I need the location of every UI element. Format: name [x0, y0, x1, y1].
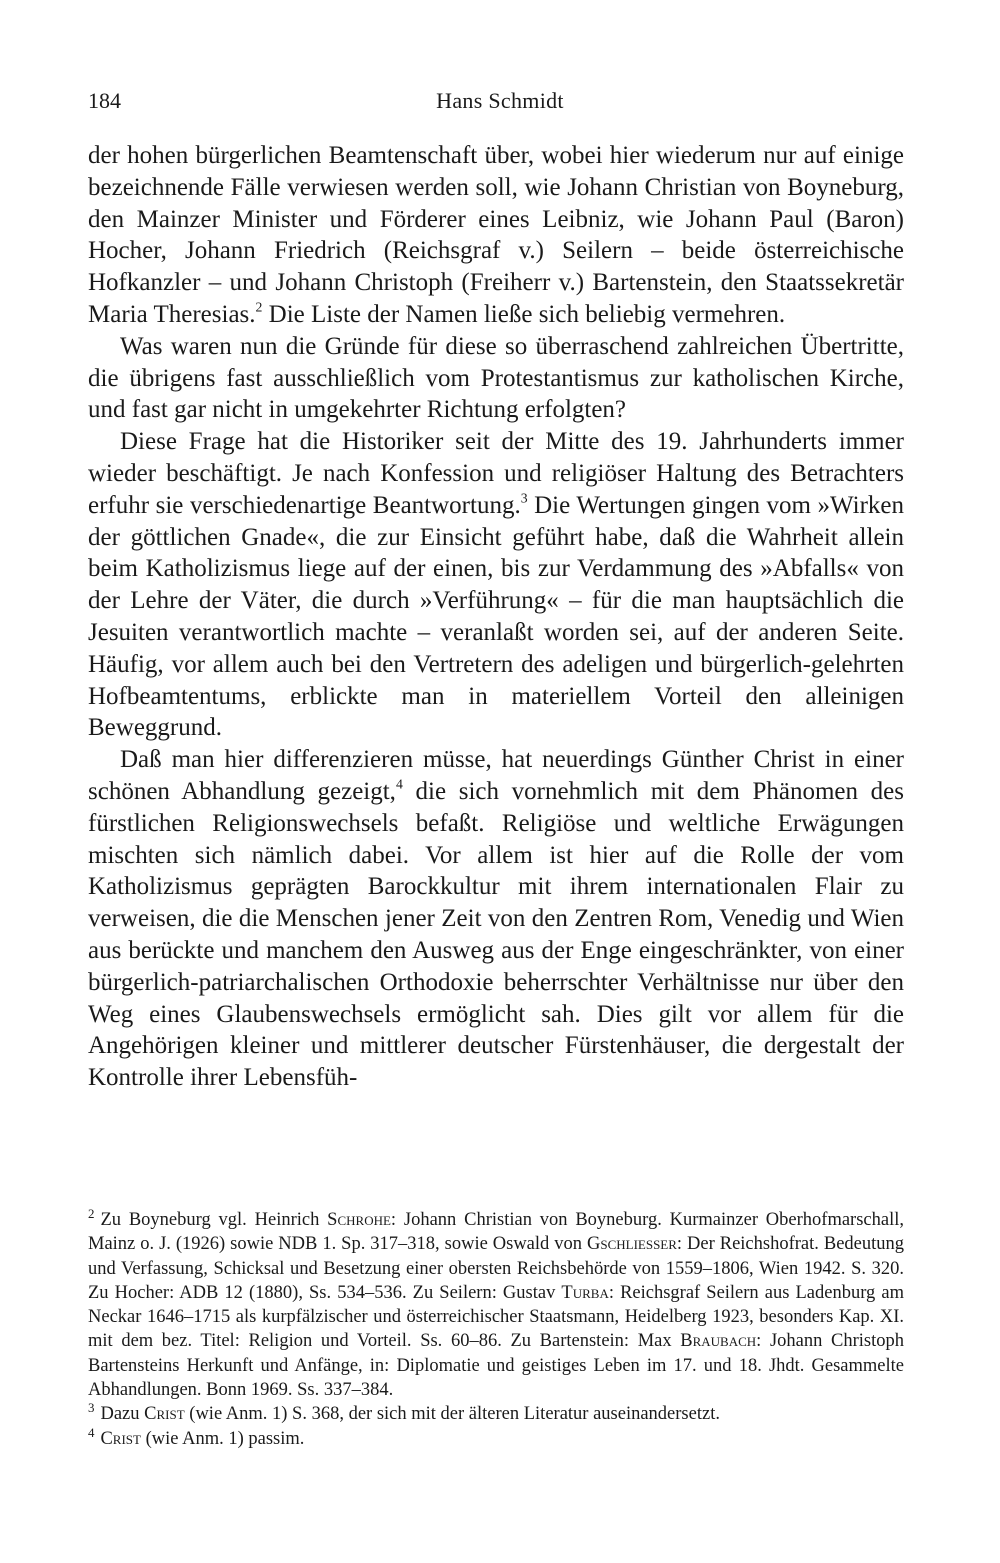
footnote-4-text-1: (wie Anm. 1) passim.: [140, 1428, 305, 1449]
paragraph-4: [88, 744, 904, 1094]
author-turba: Turba: [561, 1282, 609, 1303]
paragraph-3-text-a: Diese Frage hat die Historiker seit der Mitte des 19. Jahrhunderts immer wieder beschäftigt. Je nach Konfession und religiöser Haltung des Betrachters erfuhr sie verschiedenartige Beantwortung.: [88, 428, 904, 519]
paragraph-1-text-b: Die Liste der Namen ließe sich beliebig vermehren.: [262, 300, 786, 328]
footnote-2-text-5: : Johann Christoph Bartensteins Herkunft und Anfänge, in: Diplomatie und geistiges Leben im 17. und 18. Jhdt. Gesammelte Abhandlungen. Bonn 1969. Ss. 337–384.: [88, 1331, 904, 1401]
footnote-2: [88, 1205, 904, 1402]
footnote-ref-3[interactable]: 3: [520, 490, 528, 506]
author-crist: Crist: [144, 1404, 185, 1425]
paragraph-3: [88, 426, 904, 744]
footnote-3-text-1: Dazu: [100, 1404, 145, 1425]
paragraph-1: [88, 140, 904, 331]
footnote-3: [88, 1402, 904, 1426]
footnote-2-text-4: : Reichsgraf Seilern aus Ladenburg am Neckar 1646–1715 als kurpfälzischer und österreichischer Staatsmann, Heidelberg 1923, besonders Kap. XI. mit dem bez. Titel: Religion und Vorteil. Ss. 60–86. Zu Bartenstein: Max: [88, 1282, 904, 1352]
paragraph-4-text-a: Daß man hier differenzieren müsse, hat neuerdings Günther Christ in einer schönen Abhandlung gezeigt,: [88, 746, 904, 805]
paragraph-3-text-b: Die Wertungen gingen vom »Wirken der göttlichen Gnade«, die zur Einsicht geführt habe, daß die Wahrheit allein beim Katholizismus liege auf der einen, bis zur Verdammung des »Abfalls« von der Lehre der Väter, die durch »Verführung« – für die man hauptsächlich die Jesuiten verantwortlich machte – veranlaßt worden sei, auf der anderen Seite. Häufig, vor allem auch bei den Vertretern des adeligen und bürgerlich-gelehrten Hofbeamtentums, erblickte man in materiellem Vorteil den alleinigen Beweggrund.: [88, 491, 905, 742]
author-crist: Crist: [100, 1428, 141, 1449]
author-braubach: Braubach: [680, 1331, 757, 1352]
footnotes: [88, 1205, 904, 1451]
author-schrohe: Schrohe: [327, 1210, 391, 1230]
footnote-3-mark: 3: [88, 1400, 95, 1416]
paragraph-2: Was waren nun die Gründe für diese so überraschend zahlreichen Übertritte, die übrigens fast ausschließlich vom Protestantismus zur katholischen Kirche, und fast gar nicht in umgekehrter Richtung erfolgten?: [88, 332, 904, 424]
footnote-2-text-2: : Johann Christian von Boyneburg. Kurmainzer Oberhofmarschall, Mainz o. J. (1926) sowie NDB 1. Sp. 317–318, sowie Oswald von: [88, 1210, 904, 1255]
footnote-2-mark: 2: [88, 1205, 95, 1221]
footnote-4: [88, 1424, 904, 1451]
footnote-4-mark: 4: [88, 1424, 95, 1440]
author-gschliesser: Gschliesser: [586, 1234, 677, 1255]
paragraph-1-text-a: der hohen bürgerlichen Beamtenschaft über, wobei hier wiederum nur auf einige bezeichnende Fälle verwiesen werden soll, wie Johann Christian von Boyneburg, den Mainzer Minister und Förderer eines Leibniz, wie Johann Paul (Baron) Hocher, Johann Friedrich (Reichsgraf v.) Seilern – beide österreichische Hofkanzler – und Johann Christoph (Freiherr v.) Bartenstein, den Staatssekretär Maria Theresias.: [88, 142, 904, 328]
footnote-ref-2[interactable]: 2: [255, 299, 263, 315]
footnote-2-text-3: : Der Reichshofrat. Bedeutung und Verfassung, Schicksal und Besetzung einer obersten Reichsbehörde von 1559–1806, Wien 1942. S. 320. Zu Hocher: ADB 12 (1880), Ss. 534–536. Zu Seilern: Gustav: [88, 1234, 904, 1303]
body-text: [88, 140, 904, 1094]
footnote-3-text-2: (wie Anm. 1) S. 368, der sich mit der älteren Literatur auseinandersetzt.: [184, 1404, 720, 1425]
running-head: Hans Schmidt: [436, 88, 564, 113]
footnote-ref-4[interactable]: 4: [395, 776, 403, 792]
paragraph-4-text-b: die sich vornehmlich mit dem Phänomen des fürstlichen Religionswechsels befaßt. Religiöse und weltliche Erwägungen mischten sich nämlich dabei. Vor allem ist hier auf die Rolle der vom Katholizismus geprägten Barockkultur mit ihrem internationalen Flair zu verweisen, die die Menschen jener Zeit von den Zentren Rom, Venedig und Wien aus berückte und manchem den Ausweg aus der Enge eingeschränkter, von einer bürgerlich-patriarchalischen Orthodoxie beherrschter Verhältnisse nur über den Weg eines Glaubenswechsels ermöglicht sah. Dies gilt vor allem für die Angehörigen kleiner und mittlerer deutscher Fürstenhäuser, die dergestalt der Kontrolle ihrer Lebensfüh-: [88, 777, 904, 1092]
footnote-2-text-1: Zu Boyneburg vgl. Heinrich: [100, 1210, 328, 1230]
page-number: 184: [88, 88, 121, 113]
